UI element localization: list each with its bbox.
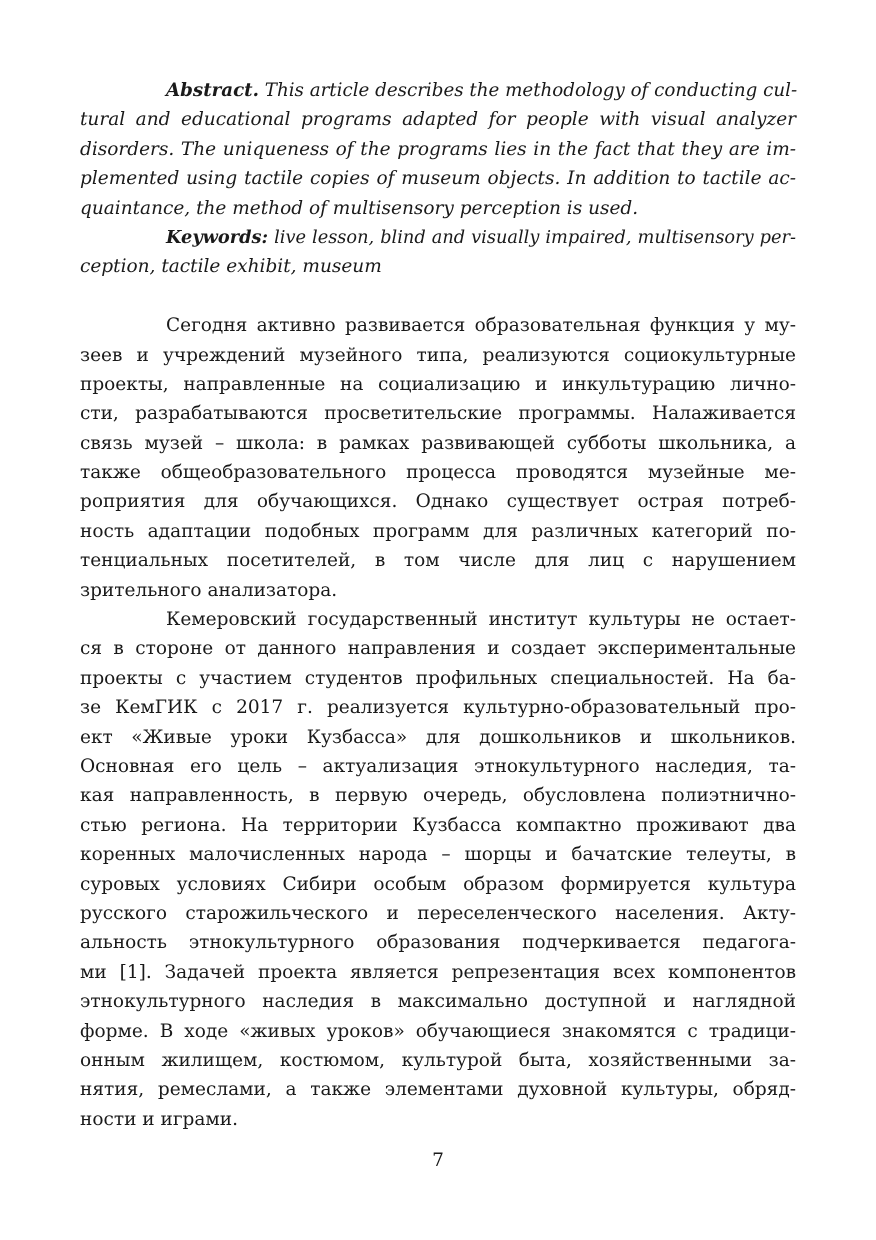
text-line: ся в стороне от данного направления и создает экспериментальные (80, 638, 796, 660)
keywords-label: Keywords: (166, 226, 269, 248)
text-line: онным жилищем, костюмом, культурой быта, хозяйственными за- (80, 1049, 796, 1071)
keywords-line: Keywords: live lesson, blind and visually impaired, multisensory per- (166, 226, 796, 248)
keywords-block (80, 223, 796, 282)
text-line: связь музей – школа: в рамках развивающей субботы школьника, а (80, 432, 796, 454)
text-line: зрительного анализатора. (80, 579, 338, 601)
text-line: зеев и учреждений музейного типа, реализуются социокультурные (80, 344, 796, 366)
text-line: ект «Живые уроки Кузбасса» для дошкольников и школьников. (80, 726, 796, 748)
abstract-line: tural and educational programs adapted for people with visual analyzer (80, 109, 796, 131)
text-line: Основная его цель – актуализация этнокультурного наследия, та- (80, 755, 796, 777)
text-line: коренных малочисленных народа – шорцы и бачатские телеуты, в (80, 844, 796, 866)
text-line: зе КемГИК с 2017 г. реализуется культурно-образовательный про- (80, 697, 796, 719)
abstract-line: disorders. The uniqueness of the programs lies in the fact that they are im- (80, 138, 796, 160)
text-line: стью региона. На территории Кузбасса компактно проживают два (80, 814, 796, 836)
text-line: также общеобразовательного процесса проводятся музейные ме- (80, 462, 796, 484)
text-line: ми [1]. Задачей проекта является репрезентация всех компонентов (80, 961, 796, 983)
text-line: ность адаптации подобных программ для различных категорий по- (80, 520, 796, 542)
body-paragraph-1 (80, 311, 796, 605)
keywords-line: ception, tactile exhibit, museum (80, 256, 382, 278)
abstract-line: plemented using tactile copies of museum objects. In addition to tactile ac- (80, 168, 796, 190)
text-line: альность этнокультурного образования подчеркивается педагога- (80, 932, 796, 954)
section-spacer (80, 282, 796, 311)
abstract-block (80, 76, 796, 223)
abstract-line: quaintance, the method of multisensory perception is used. (80, 197, 639, 219)
body-paragraph-2 (80, 605, 796, 1134)
text-line: тенциальных посетителей, в том числе для лиц с нарушением (80, 550, 796, 572)
text-line: проекты с участием студентов профильных специальностей. На ба- (80, 667, 796, 689)
text-line: роприятия для обучающихся. Однако существует острая потреб- (80, 491, 796, 513)
abstract-label: Abstract. (166, 80, 259, 101)
text-line: форме. В ходе «живых уроков» обучающиеся знакомятся с традици- (80, 1020, 796, 1042)
text-line: сти, разрабатываются просветительские программы. Налаживается (80, 403, 796, 425)
text-line: Кемеровский государственный институт культуры не остает- (166, 609, 796, 631)
text-line: проекты, направленные на социализацию и инкультурацию лично- (80, 373, 796, 395)
text-line: кая направленность, в первую очередь, обусловлена полиэтнично- (80, 785, 796, 807)
text-line: этнокультурного наследия в максимально доступной и наглядной (80, 991, 796, 1013)
text-line: русского старожильческого и переселенческого населения. Акту- (80, 902, 796, 924)
text-line: нятия, ремеслами, а также элементами духовной культуры, обряд- (80, 1079, 796, 1101)
text-line: Сегодня активно развивается образовательная функция у му- (166, 315, 796, 337)
abstract-line: Abstract. This article describes the methodology of conducting cul- (166, 80, 798, 101)
page-number: 7 (432, 1150, 444, 1171)
text-line: суровых условиях Сибири особым образом формируется культура (80, 873, 796, 895)
text-line: ности и играми. (80, 1108, 238, 1130)
